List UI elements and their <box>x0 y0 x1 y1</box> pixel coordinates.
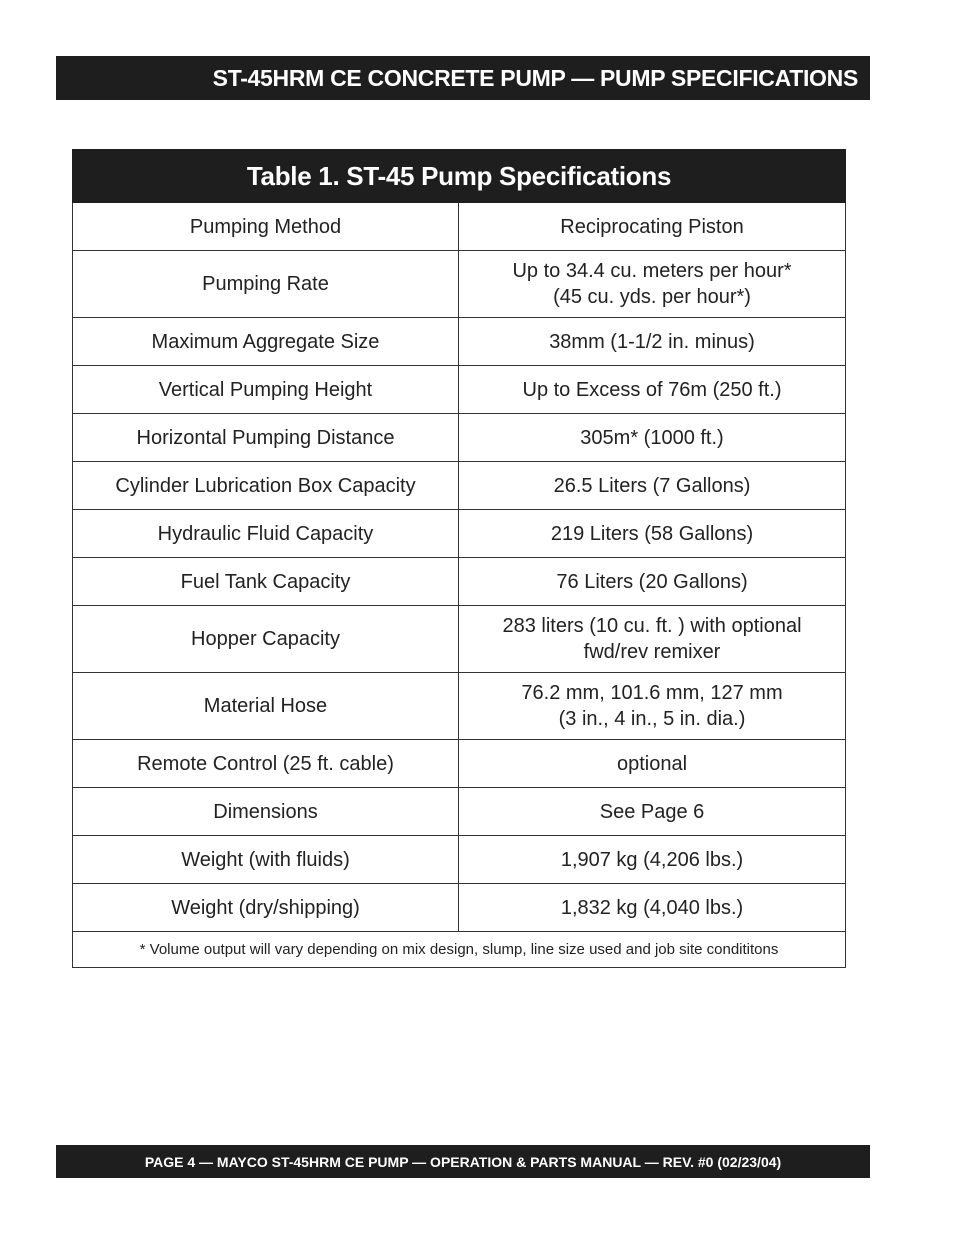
spec-label: Pumping Rate <box>73 251 459 318</box>
spec-label: Hopper Capacity <box>73 606 459 673</box>
page-header <box>56 56 870 100</box>
spec-value: 305m* (1000 ft.) <box>459 414 846 462</box>
spec-label: Weight (with fluids) <box>73 836 459 884</box>
spec-value: 1,907 kg (4,206 lbs.) <box>459 836 846 884</box>
spec-value: 283 liters (10 cu. ft. ) with optional fwd/rev remixer <box>459 606 846 673</box>
spec-value: See Page 6 <box>459 788 846 836</box>
table-row <box>73 203 846 251</box>
table-row <box>73 673 846 740</box>
spec-value: Reciprocating Piston <box>459 203 846 251</box>
spec-label: Weight (dry/shipping) <box>73 884 459 932</box>
table-row <box>73 462 846 510</box>
spec-value: 26.5 Liters (7 Gallons) <box>459 462 846 510</box>
table-row <box>73 251 846 318</box>
spec-label: Vertical Pumping Height <box>73 366 459 414</box>
table-row <box>73 606 846 673</box>
spec-label: Remote Control (25 ft. cable) <box>73 740 459 788</box>
table-row <box>73 318 846 366</box>
table-title: Table 1. ST-45 Pump Specifications <box>73 150 846 203</box>
spec-label: Hydraulic Fluid Capacity <box>73 510 459 558</box>
specifications-table <box>72 149 846 968</box>
page-footer <box>56 1145 870 1178</box>
spec-value: Up to Excess of 76m (250 ft.) <box>459 366 846 414</box>
table-row <box>73 366 846 414</box>
table-row <box>73 740 846 788</box>
spec-label: Maximum Aggregate Size <box>73 318 459 366</box>
spec-label: Pumping Method <box>73 203 459 251</box>
spec-value: 1,832 kg (4,040 lbs.) <box>459 884 846 932</box>
spec-label: Fuel Tank Capacity <box>73 558 459 606</box>
spec-value: 76.2 mm, 101.6 mm, 127 mm (3 in., 4 in., 5 in. dia.) <box>459 673 846 740</box>
spec-value: 38mm (1-1/2 in. minus) <box>459 318 846 366</box>
spec-label: Cylinder Lubrication Box Capacity <box>73 462 459 510</box>
table-row <box>73 836 846 884</box>
spec-label: Material Hose <box>73 673 459 740</box>
table-row <box>73 510 846 558</box>
table-row <box>73 884 846 932</box>
page-footer-text: PAGE 4 — MAYCO ST-45HRM CE PUMP — OPERATION & PARTS MANUAL — REV. #0 (02/23/04) <box>144 1153 782 1170</box>
spec-value: 76 Liters (20 Gallons) <box>459 558 846 606</box>
spec-label: Dimensions <box>73 788 459 836</box>
table-footnote-row <box>73 932 846 968</box>
table-row <box>73 558 846 606</box>
table-footnote: * Volume output will vary depending on mix design, slump, line size used and job site condititons <box>73 932 846 968</box>
spec-value: optional <box>459 740 846 788</box>
spec-value: Up to 34.4 cu. meters per hour* (45 cu. yds. per hour*) <box>459 251 846 318</box>
page-header-title: ST-45HRM CE CONCRETE PUMP — PUMP SPECIFICATIONS <box>212 64 858 91</box>
spec-label: Horizontal Pumping Distance <box>73 414 459 462</box>
table-row <box>73 788 846 836</box>
spec-value: 219 Liters (58 Gallons) <box>459 510 846 558</box>
table-row <box>73 414 846 462</box>
